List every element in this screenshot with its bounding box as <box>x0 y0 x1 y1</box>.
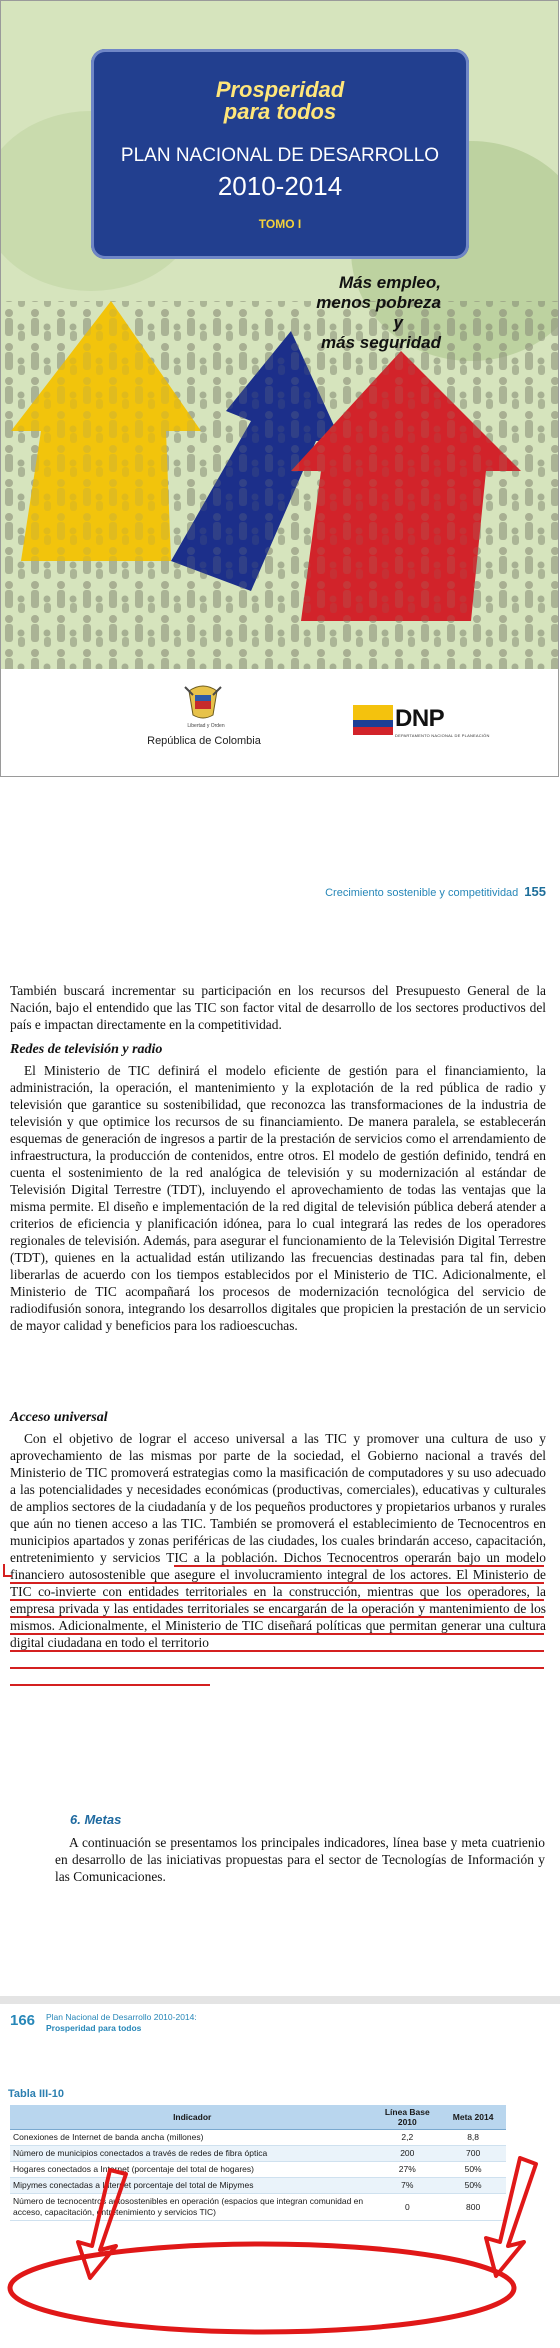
cover-frame <box>0 0 559 777</box>
page-number: 155 <box>524 884 546 899</box>
intro-paragraph <box>10 982 546 1033</box>
motto-line: y <box>393 313 403 332</box>
logo-line1: Prosperidad <box>215 77 345 102</box>
page166-header-line2: Prosperidad para todos <box>46 2023 142 2033</box>
table-cell: 7% <box>374 2178 440 2194</box>
red-underline <box>10 1633 544 1635</box>
red-arrow-left <box>78 2170 126 2278</box>
coat-small-caption: Libertad y Orden <box>187 723 225 729</box>
column-header: Línea Base 2010 <box>374 2105 440 2130</box>
page-header <box>300 884 546 899</box>
dnp-subtitle: DEPARTAMENTO NACIONAL DE PLANEACIÓN <box>395 733 490 738</box>
logo-line2: para todos <box>223 99 337 124</box>
table-row <box>10 2130 506 2146</box>
dnp-logo: DNP <box>395 705 445 732</box>
motto-line: Más empleo, <box>338 273 441 292</box>
cover-motto <box>261 273 441 353</box>
motto-line: menos pobreza <box>316 293 441 312</box>
header-section: Crecimiento sostenible y competitividad <box>325 887 519 899</box>
table-cell: Número de municipios conectados a través de redes de fibra óptica <box>10 2146 374 2162</box>
red-underline <box>10 1582 544 1584</box>
heading-acceso-label: Acceso universal <box>10 1410 108 1425</box>
plan-title: PLAN NACIONAL DE DESARROLLO <box>120 145 440 166</box>
red-underline <box>10 1684 210 1686</box>
radio-paragraph <box>10 1062 546 1334</box>
red-annotation-overlay <box>0 2150 560 2348</box>
plan-years: 2010-2014 <box>217 171 343 201</box>
table-cell: Mipymes conectadas a Internet porcentaje del total de Mipymes <box>10 2178 374 2194</box>
dnp-flag-icon <box>353 705 393 735</box>
table-cell: 50% <box>440 2178 506 2194</box>
page166-header-line1: Plan Nacional de Desarrollo 2010-2014: <box>46 2012 197 2022</box>
table-cell: Conexiones de Internet de banda ancha (millones) <box>10 2130 374 2146</box>
coat-caption: República de Colombia <box>147 735 261 747</box>
red-underline <box>10 1599 544 1601</box>
table-cell: 700 <box>440 2146 506 2162</box>
motto-line: más seguridad <box>321 333 441 352</box>
highlight-ellipse <box>10 2244 514 2332</box>
table-cell: 0 <box>374 2194 440 2221</box>
red-underline <box>10 1667 544 1669</box>
cover-footer <box>1 669 558 777</box>
acceso-text: Con el objetivo de lograr el acceso universal a las TIC y promover una cultura de uso y aprovechamiento de las mismas por parte de la sociedad, el Gobierno nacional a través del Ministerio de TIC promoverá estrategias como la masificación de computadores y su uso adecuado a las potencialidades y necesidades económicas (productivas, comerciales), educativas y culturales de amplios sectores de la ciudadanía y de los pequeños productores y propietarios urbanos y rurales que aún no tienen acceso a las TIC. También se promoverá el establecimiento de Tecnocentros en municipios apartados y zonas periféricas de las ciudades, los cuales brindarán acceso, capacitación, entretenimiento y servicios TIC a la población. Dichos Tecnocentros operarán bajo un modelo financiero autosostenible que asegure el involucramiento integral de los actores. El Ministerio de TIC co-invierte con entidades territoriales en la construcción, mientras que los operadores, la empresa privada y las entidades territoriales se encargarán de la operación y mantenimiento de los mismos. Adicionalmente, el Ministerio de TIC diseñará políticas que permitan generar una cultura digital ciudadana en todo el territorio <box>10 1431 546 1650</box>
red-bracket-mark <box>0 1560 20 1580</box>
red-arrow-right <box>486 2158 536 2276</box>
heading-radio: Redes de televisión y radio <box>10 1042 163 1057</box>
metas-paragraph <box>55 1834 545 1885</box>
table-cell: 50% <box>440 2162 506 2178</box>
table-cell: 27% <box>374 2162 440 2178</box>
table-cell: Número de tecnocentros autosostenibles en operación (espacios que integran comunidad en acceso, capacitación, entretenimiento y servicios TIC) <box>10 2194 374 2221</box>
intro-text: También buscará incrementar su participación en los recursos del Presupuesto General de la Nación, bajo el entendido que las TIC son factor vital de desarrollo de los sectores productivos del país e impactan directamente en la competitividad. <box>10 983 546 1032</box>
red-underline <box>10 1650 544 1652</box>
red-underline <box>10 1616 544 1618</box>
cover-page <box>0 0 560 778</box>
red-underline <box>174 1565 544 1567</box>
table-cell: 800 <box>440 2194 506 2221</box>
table-cell: Hogares conectados a Internet (porcentaje del total de hogares) <box>10 2162 374 2178</box>
table-cell: 8,8 <box>440 2130 506 2146</box>
metas-title: 6. Metas <box>70 1812 122 1827</box>
table-cell: 2,2 <box>374 2130 440 2146</box>
coat-of-arms-icon <box>183 681 223 723</box>
metas-text: A continuación se presentamos los principales indicadores, línea base y meta cuatrienio en desarrollo de las iniciativas propuestas para el sector de Tecnologías de Información y las Comunicaciones. <box>55 1835 545 1884</box>
page-separator <box>0 1996 560 2004</box>
table-cell: 200 <box>374 2146 440 2162</box>
radio-text: El Ministerio de TIC definirá el modelo eficiente de gestión para el financiamiento, la administración, la operación, el mantenimiento y la explotación de la red pública de radio y televisión que garantice su sostenibilidad, que reconozca las transformaciones de la industria de televisión y que optimice los recursos de su financiamiento. De manera paralela, se establecerán esquemas de generación de ingresos a partir de la prestación de servicios como el arrendamiento de infraestructura, la producción de contenidos, entre otros. El modelo de gestión definido, tendrá en cuenta el sostenimiento de la red analógica de televisión y su modernización al estándar de Televisión Digital Terrestre (TDT), incluyendo el aprovechamiento de todas las ventajas que la misma permite. El diseño e implementación de la red digital de televisión pública deberá atender a criterios de eficiencia y planificación idónea, para lo cual integrará las redes de los operadores regionales de televisión. Además, para asegurar el funcionamiento de la Televisión Digital Terrestre (TDT), quienes en la actualidad están utilizando las frecuencias destinadas para tal fin, deben liberarlas de acuerdo con los tiempos establecidos por el Ministerio de TIC. Adicionalmente, el Ministerio de TIC acompañará los procesos de modernización tecnológica del servicio de radiodifusión sonora, integrando los desarrollos digitales que propicien la prestación de un servicio de mayor calidad y beneficios para los radioescuchas. <box>10 1063 546 1333</box>
column-header: Indicador <box>10 2105 374 2130</box>
table-label: Tabla III-10 <box>8 2088 65 2100</box>
table-header-row <box>10 2105 506 2130</box>
title-panel <box>91 49 469 259</box>
column-header: Meta 2014 <box>440 2105 506 2130</box>
page-number-166: 166 <box>10 2012 36 2029</box>
tomo-label: TOMO I <box>258 217 302 231</box>
